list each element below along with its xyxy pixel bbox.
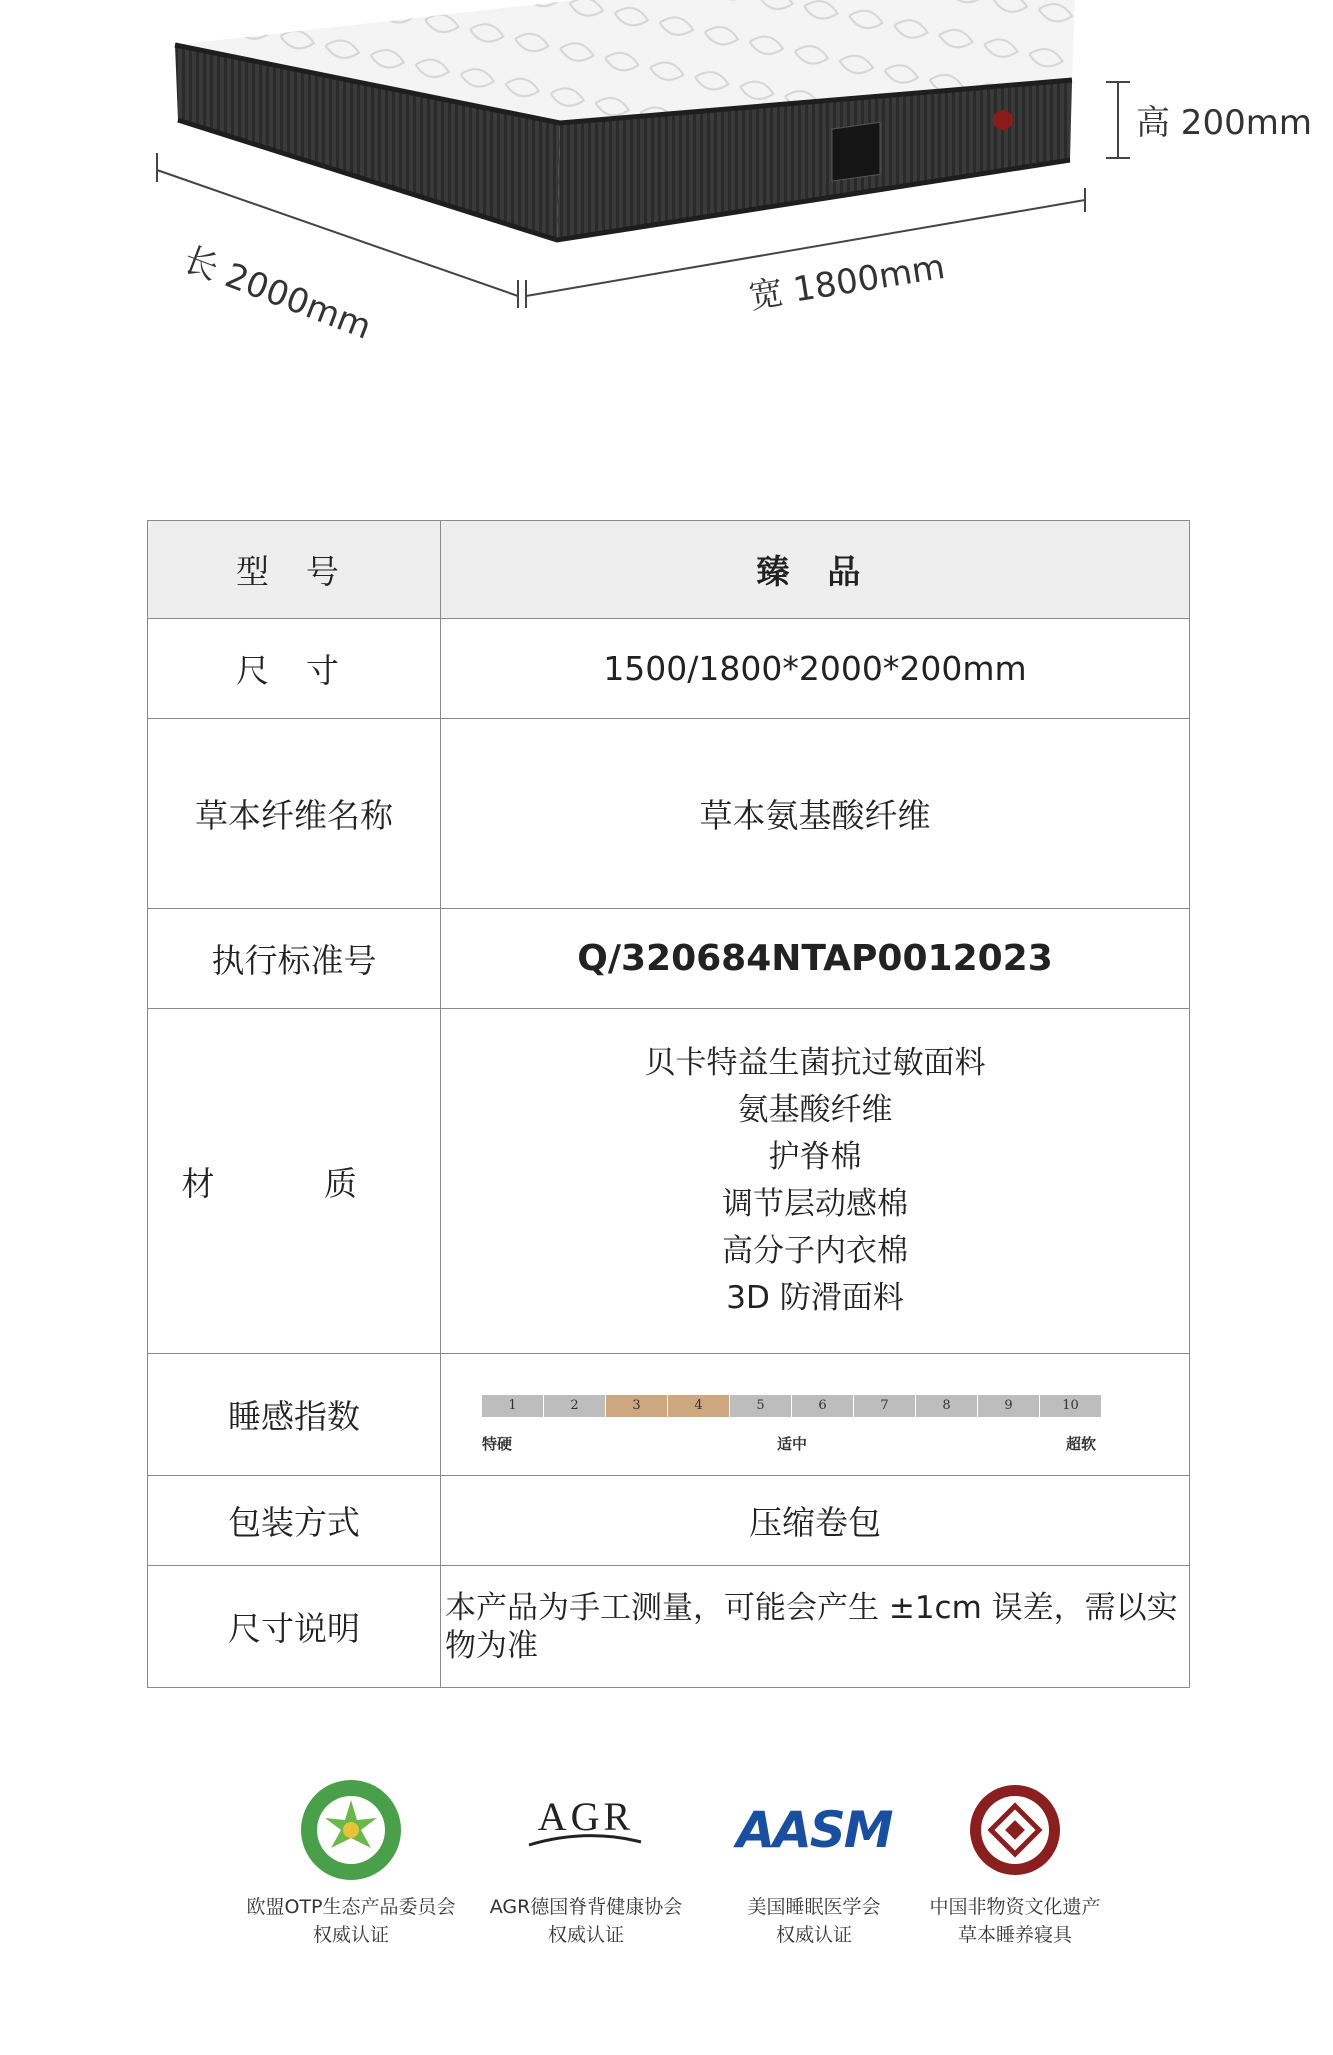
- svg-text:AGR: AGR: [537, 1794, 635, 1839]
- cert-caption-line2: 权威认证: [775, 1924, 852, 1946]
- fiber-label: 草本纤维名称: [148, 719, 441, 909]
- table-row: [148, 619, 1190, 719]
- scale-segment: 2: [544, 1395, 606, 1417]
- standard-label: 执行标准号: [148, 909, 441, 1009]
- sleep-index-value: [441, 1354, 1190, 1476]
- size-value: 1500/1800*2000*200mm: [441, 619, 1190, 719]
- cert-caption-line2: 权威认证: [312, 1924, 389, 1946]
- table-row: [148, 1476, 1190, 1566]
- material-item: 3D 防滑面料: [726, 1280, 904, 1316]
- height-dimension: 高 200mm: [1136, 103, 1312, 143]
- size-label: 尺 寸: [148, 619, 441, 719]
- material-item: 调节层动感棉: [722, 1186, 908, 1222]
- scale-segment: 1: [482, 1395, 544, 1417]
- cert-caption-line2: 草本睡养寝具: [957, 1924, 1072, 1946]
- cert-caption-line1: AGR德国脊背健康协会: [489, 1896, 683, 1918]
- cert-caption-line1: 美国睡眠医学会: [747, 1896, 881, 1918]
- scale-segment: 10: [1040, 1395, 1102, 1417]
- model-value: 臻 品: [441, 521, 1190, 619]
- scale-segment: 7: [854, 1395, 916, 1417]
- size-note-label: 尺寸说明: [148, 1566, 441, 1688]
- scale-label-soft: 超软: [1065, 1434, 1096, 1453]
- material-item: 贝卡特益生菌抗过敏面料: [644, 1045, 986, 1081]
- table-row: [148, 1566, 1190, 1688]
- material-label: 材 质: [148, 1009, 441, 1354]
- material-item: 高分子内衣棉: [722, 1233, 908, 1269]
- table-row: [148, 1354, 1190, 1476]
- aasm-logo: AASM: [736, 1801, 892, 1859]
- otp-seal-icon: [231, 1775, 471, 1885]
- width-dimension: 宽 1800mm: [746, 246, 948, 318]
- sleep-index-label: 睡感指数: [148, 1354, 441, 1476]
- table-row: [148, 909, 1190, 1009]
- agr-logo: [466, 1775, 706, 1885]
- scale-label-firm: 特硬: [482, 1434, 513, 1453]
- material-item: 护脊棉: [768, 1139, 862, 1175]
- packaging-label: 包装方式: [148, 1476, 441, 1566]
- firmness-scale: [482, 1375, 1102, 1455]
- fiber-value: 草本氨基酸纤维: [441, 719, 1190, 909]
- scale-segment: 5: [730, 1395, 792, 1417]
- spec-table: [147, 520, 1190, 1688]
- scale-segment: 8: [916, 1395, 978, 1417]
- product-hero: [0, 0, 1333, 348]
- heritage-seal-icon: [895, 1775, 1135, 1885]
- scale-segment: 4: [668, 1395, 730, 1417]
- cert-otp: [231, 1775, 471, 1949]
- cert-heritage: [895, 1775, 1135, 1949]
- standard-value: Q/320684NTAP0012023: [441, 909, 1190, 1009]
- length-dimension: 长 2000mm: [177, 239, 377, 348]
- cert-caption-line1: 欧盟OTP生态产品委员会: [246, 1896, 456, 1918]
- firmness-bar: [482, 1395, 1102, 1417]
- cert-caption-line2: 权威认证: [547, 1924, 624, 1946]
- scale-segment: 3: [606, 1395, 668, 1417]
- scale-segment: 6: [792, 1395, 854, 1417]
- scale-label-medium: 适中: [776, 1434, 808, 1453]
- table-row: [148, 719, 1190, 909]
- table-row: [148, 521, 1190, 619]
- model-label: 型 号: [148, 521, 441, 619]
- material-value: [441, 1009, 1190, 1354]
- scale-segment: 9: [978, 1395, 1040, 1417]
- material-item: 氨基酸纤维: [737, 1092, 893, 1128]
- cert-agr: [466, 1775, 706, 1949]
- cert-caption-line1: 中国非物资文化遗产: [929, 1896, 1101, 1918]
- packaging-value: 压缩卷包: [441, 1476, 1190, 1566]
- size-note-value: 本产品为手工测量，可能会产生 ±1cm 误差，需以实物为准: [441, 1566, 1190, 1688]
- table-row: [148, 1009, 1190, 1354]
